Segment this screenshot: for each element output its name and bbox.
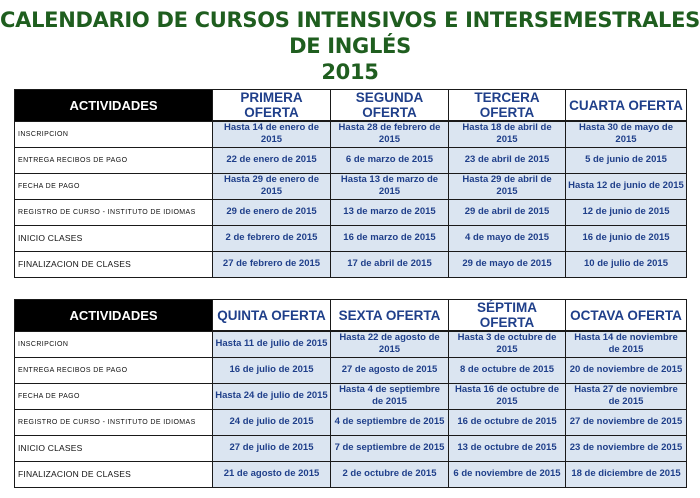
schedule-table-2 — [14, 299, 687, 488]
date-cell: 29 de enero de 2015 — [213, 199, 331, 225]
table-header-row — [15, 90, 687, 122]
date-cell: Hasta 14 de noviembre de 2015 — [566, 331, 687, 357]
title-line-1: CALENDARIO DE CURSOS INTENSIVOS E INTERSEMESTRALES DE INGLÉS — [0, 8, 700, 58]
table-row — [15, 383, 687, 409]
activity-label: FECHA DE PAGO — [15, 383, 213, 409]
offer-header: SÉPTIMA OFERTA — [449, 300, 566, 332]
date-cell: Hasta 28 de febrero de 2015 — [331, 121, 449, 147]
offer-header: PRIMERA OFERTA — [213, 90, 331, 122]
date-cell: Hasta 3 de octubre de 2015 — [449, 331, 566, 357]
date-cell: 2 de octubre de 2015 — [331, 461, 449, 487]
date-cell: 16 de junio de 2015 — [566, 225, 687, 251]
date-cell: 4 de septiembre de 2015 — [331, 409, 449, 435]
date-cell: 16 de marzo de 2015 — [331, 225, 449, 251]
date-cell: 23 de abril de 2015 — [449, 147, 566, 173]
date-cell: 16 de julio de 2015 — [213, 357, 331, 383]
date-cell: Hasta 11 de julio de 2015 — [213, 331, 331, 357]
activity-label: ENTREGA RECIBOS DE PAGO — [15, 357, 213, 383]
date-cell: 29 de abril de 2015 — [449, 199, 566, 225]
date-cell: Hasta 14 de enero de 2015 — [213, 121, 331, 147]
date-cell: 24 de julio de 2015 — [213, 409, 331, 435]
table-row — [15, 121, 687, 147]
activity-label: REGISTRO DE CURSO - INSTITUTO DE IDIOMAS — [15, 409, 213, 435]
activity-label: INICIO CLASES — [15, 225, 213, 251]
title-line-2: 2015 — [321, 60, 379, 84]
date-cell: Hasta 12 de junio de 2015 — [566, 173, 687, 199]
date-cell: 6 de marzo de 2015 — [331, 147, 449, 173]
date-cell: 27 de julio de 2015 — [213, 435, 331, 461]
offer-header: CUARTA OFERTA — [566, 90, 687, 122]
date-cell: Hasta 18 de abril de 2015 — [449, 121, 566, 147]
date-cell: Hasta 27 de noviembre de 2015 — [566, 383, 687, 409]
date-cell: Hasta 24 de julio de 2015 — [213, 383, 331, 409]
date-cell: Hasta 22 de agosto de 2015 — [331, 331, 449, 357]
date-cell: 29 de mayo de 2015 — [449, 251, 566, 277]
table-header-row — [15, 300, 687, 332]
activity-label: INSCRIPCION — [15, 331, 213, 357]
date-cell: Hasta 29 de enero de 2015 — [213, 173, 331, 199]
table-row — [15, 147, 687, 173]
date-cell: 16 de octubre de 2015 — [449, 409, 566, 435]
table-row — [15, 409, 687, 435]
date-cell: Hasta 16 de octubre de 2015 — [449, 383, 566, 409]
date-cell: 13 de marzo de 2015 — [331, 199, 449, 225]
table-row — [15, 199, 687, 225]
date-cell: 23 de noviembre de 2015 — [566, 435, 687, 461]
date-cell: 6 de noviembre de 2015 — [449, 461, 566, 487]
offer-header: QUINTA OFERTA — [213, 300, 331, 332]
activity-label: INSCRIPCION — [15, 121, 213, 147]
date-cell: 27 de noviembre de 2015 — [566, 409, 687, 435]
date-cell: 13 de octubre de 2015 — [449, 435, 566, 461]
date-cell: 27 de febrero de 2015 — [213, 251, 331, 277]
schedule-table-1 — [14, 89, 687, 278]
date-cell: 20 de noviembre de 2015 — [566, 357, 687, 383]
offer-header: OCTAVA OFERTA — [566, 300, 687, 332]
date-cell: 17 de abril de 2015 — [331, 251, 449, 277]
activities-header: ACTIVIDADES — [15, 300, 213, 332]
date-cell: 27 de agosto de 2015 — [331, 357, 449, 383]
activities-header: ACTIVIDADES — [15, 90, 213, 122]
date-cell: 2 de febrero de 2015 — [213, 225, 331, 251]
activity-label: FINALIZACION DE CLASES — [15, 461, 213, 487]
offer-header: SEXTA OFERTA — [331, 300, 449, 332]
date-cell: 12 de junio de 2015 — [566, 199, 687, 225]
activity-label: INICIO CLASES — [15, 435, 213, 461]
date-cell: 4 de mayo de 2015 — [449, 225, 566, 251]
activity-label: REGISTRO DE CURSO - INSTITUTO DE IDIOMAS — [15, 199, 213, 225]
offer-header: TERCERA OFERTA — [449, 90, 566, 122]
table-row — [15, 251, 687, 277]
date-cell: 22 de enero de 2015 — [213, 147, 331, 173]
table-row — [15, 435, 687, 461]
date-cell: Hasta 13 de marzo de 2015 — [331, 173, 449, 199]
table-row — [15, 331, 687, 357]
activity-label: FECHA DE PAGO — [15, 173, 213, 199]
date-cell: Hasta 29 de abril de 2015 — [449, 173, 566, 199]
table-row — [15, 173, 687, 199]
date-cell: 21 de agosto de 2015 — [213, 461, 331, 487]
page-title — [0, 7, 700, 85]
date-cell: 18 de diciembre de 2015 — [566, 461, 687, 487]
offer-header: SEGUNDA OFERTA — [331, 90, 449, 122]
activity-label: ENTREGA RECIBOS DE PAGO — [15, 147, 213, 173]
date-cell: 8 de octubre de 2015 — [449, 357, 566, 383]
date-cell: 7 de septiembre de 2015 — [331, 435, 449, 461]
table-row — [15, 225, 687, 251]
date-cell: Hasta 4 de septiembre de 2015 — [331, 383, 449, 409]
date-cell: Hasta 30 de mayo de 2015 — [566, 121, 687, 147]
table-row — [15, 357, 687, 383]
activity-label: FINALIZACION DE CLASES — [15, 251, 213, 277]
date-cell: 10 de julio de 2015 — [566, 251, 687, 277]
table-row — [15, 461, 687, 487]
date-cell: 5 de junio de 2015 — [566, 147, 687, 173]
